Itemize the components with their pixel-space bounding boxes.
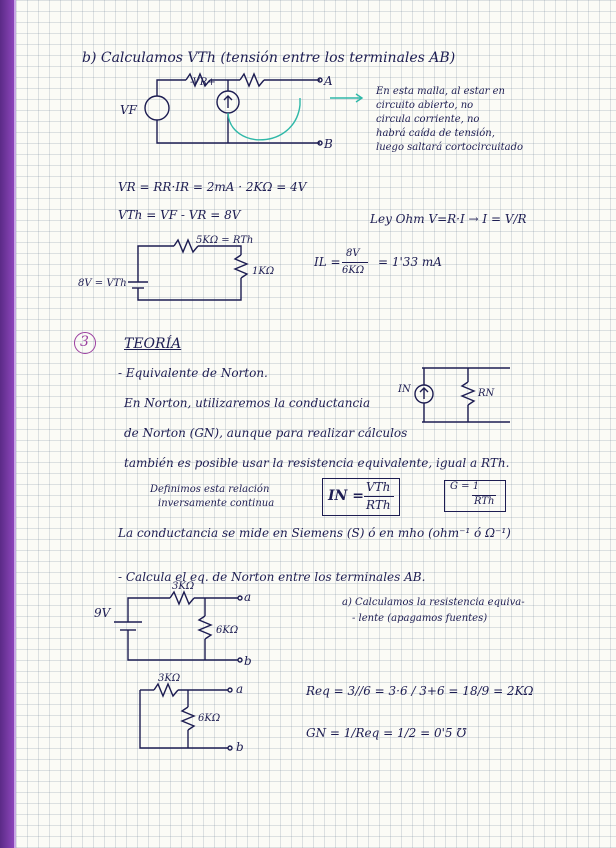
define-line-2: inversamente continua	[158, 498, 275, 509]
ohm-law: Ley Ohm V=R·I → I = V/R	[370, 212, 527, 226]
terminal-b: B	[324, 137, 333, 151]
unit-line: La conductancia se mide en Siemens (S) ó en mho (ohm⁻¹ ó Ω⁻¹)	[118, 526, 511, 540]
theory-line-1: - Equivalente de Norton.	[118, 366, 268, 380]
theory-line-2: En Norton, utilizaremos la conductancia	[124, 396, 371, 410]
note-line-3: circula corriente, no	[376, 114, 480, 125]
formula-in: IN =	[328, 488, 364, 504]
note-line-1: En esta malla, al estar en	[376, 86, 505, 97]
il-denominator: 6KΩ	[342, 265, 365, 276]
il-numerator: 8V	[346, 248, 360, 259]
define-line-1: Definimos esta relación	[150, 484, 270, 495]
ex-r1-label: 3KΩ	[172, 581, 195, 592]
ex-r2-label: 6KΩ	[216, 625, 239, 636]
ex-terminal-a: a	[244, 590, 252, 604]
eq-vth: VTh = VF - VR = 8V	[118, 208, 241, 222]
gn-equation: GN = 1/Req = 1/2 = 0'5 ℧	[306, 726, 467, 740]
note-line-4: habrá caída de tensión,	[376, 128, 495, 139]
step-a-line-2: - lente (apagamos fuentes)	[352, 613, 488, 624]
formula-vth: VTh	[366, 480, 391, 494]
ex-r1b-label: 3KΩ	[158, 673, 181, 684]
ex-terminal-a-2: a	[236, 682, 244, 696]
vr-label: -VR+	[190, 77, 216, 88]
step-a-line-1: a) Calculamos la resistencia equiva-	[342, 597, 525, 608]
formula-rth: RTh	[366, 498, 391, 512]
section-number: 3	[80, 334, 89, 350]
theory-line-3: de Norton (GN), aunque para realizar cálculos	[124, 426, 408, 440]
note-line-2: circuito abierto, no	[376, 100, 474, 111]
il-result: = 1'33 mA	[378, 255, 442, 269]
il-label: IL =	[314, 255, 341, 269]
ex-terminal-b: b	[244, 654, 252, 668]
ex-r2b-label: 6KΩ	[198, 713, 221, 724]
theory-line-4: también es posible usar la resistencia equivalente, igual a RTh.	[124, 456, 510, 470]
note-line-5: luego saltará cortocircuitado	[376, 142, 524, 153]
src-vth: 8V = VTh	[78, 278, 127, 289]
ex-terminal-b-2: b	[236, 740, 244, 754]
exercise-title: - Calcula el eq. de Norton entre los terminales AB.	[118, 570, 426, 584]
norton-in-label: IN	[398, 384, 411, 395]
section-title: TEORÍA	[124, 336, 182, 352]
res-rth: 5KΩ = RTh	[196, 235, 254, 246]
ex-source-label: 9V	[94, 606, 111, 620]
terminal-a: A	[324, 74, 333, 88]
eq-vr: VR = RR·IR = 2mA · 2KΩ = 4V	[118, 180, 307, 194]
vf-label: VF	[120, 103, 137, 117]
norton-rn-label: RN	[478, 388, 495, 399]
section-b-heading: b) Calculamos VTh (tensión entre los terminales AB)	[82, 50, 456, 66]
res-1k: 1KΩ	[252, 266, 275, 277]
formula-g: G = 1	[450, 481, 480, 492]
formula-g-den: RTh	[474, 496, 495, 507]
req-equation: Req = 3//6 = 3·6 / 3+6 = 18/9 = 2KΩ	[306, 684, 534, 698]
